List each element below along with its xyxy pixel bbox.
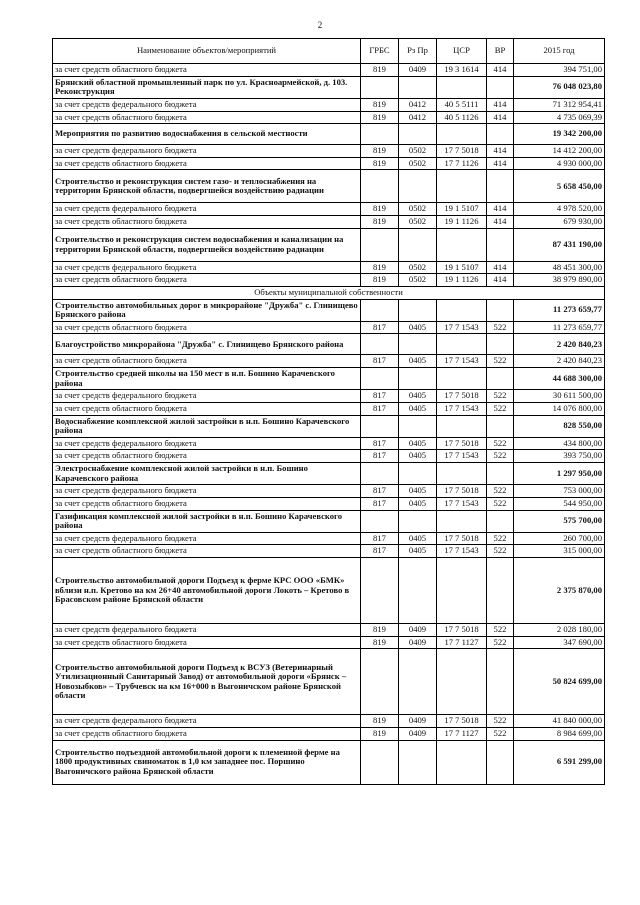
- cell-amount: 5 658 450,00: [514, 170, 605, 203]
- cell-grbs: [361, 510, 399, 532]
- cell-name: за счет средств областного бюджета: [53, 216, 361, 229]
- cell-amount: 41 840 000,00: [514, 715, 605, 728]
- cell-amount: 71 312 954,41: [514, 98, 605, 111]
- cell-vr: 522: [487, 390, 514, 403]
- cell-rzpr: 0502: [399, 261, 437, 274]
- cell-csr: [437, 558, 487, 624]
- cell-csr: 17 7 1543: [437, 402, 487, 415]
- cell-amount: 19 342 200,00: [514, 124, 605, 145]
- cell-name: за счет средств федерального бюджета: [53, 98, 361, 111]
- cell-rzpr: 0405: [399, 390, 437, 403]
- cell-rzpr: [399, 299, 437, 321]
- cell-rzpr: [399, 510, 437, 532]
- cell-csr: 17 7 1543: [437, 321, 487, 334]
- cell-grbs: 819: [361, 261, 399, 274]
- cell-name: Благоустройство микрорайона "Дружба" с. Глинищево Брянского района: [53, 334, 361, 355]
- cell-grbs: [361, 649, 399, 715]
- cell-rzpr: [399, 368, 437, 390]
- cell-amount: 14 412 200,00: [514, 145, 605, 158]
- cell-rzpr: [399, 124, 437, 145]
- cell-vr: [487, 368, 514, 390]
- cell-vr: [487, 76, 514, 98]
- cell-grbs: 819: [361, 203, 399, 216]
- cell-name: Строительство автомобильной дороги Подъезд к ВСУЗ (Ветеринарный Утилизационный Санитарный Завод) от автомобильной дороги «Брянск – Новозыбков» – Трубчевск на км 16+000 в Выгоничском районе Брянской области: [53, 649, 361, 715]
- cell-name: Газификация комплексной жилой застройки в н.п. Бошино Карачевского района: [53, 510, 361, 532]
- cell-amount: 76 048 023,80: [514, 76, 605, 98]
- cell-vr: [487, 558, 514, 624]
- cell-grbs: 817: [361, 485, 399, 498]
- cell-rzpr: [399, 463, 437, 485]
- cell-rzpr: 0412: [399, 111, 437, 124]
- cell-csr: 17 7 1126: [437, 157, 487, 170]
- cell-amount: 394 751,00: [514, 64, 605, 77]
- cell-grbs: [361, 299, 399, 321]
- page-number: 2: [317, 20, 323, 30]
- cell-grbs: 819: [361, 624, 399, 637]
- cell-grbs: 817: [361, 402, 399, 415]
- cell-rzpr: 0502: [399, 274, 437, 287]
- cell-rzpr: [399, 740, 437, 784]
- funding-row: [53, 355, 605, 368]
- cell-rzpr: [399, 228, 437, 261]
- cell-csr: [437, 368, 487, 390]
- cell-grbs: 819: [361, 216, 399, 229]
- cell-rzpr: 0409: [399, 64, 437, 77]
- section-title: Объекты муниципальной собственности: [53, 286, 605, 299]
- cell-csr: [437, 415, 487, 437]
- cell-vr: [487, 124, 514, 145]
- funding-row: [53, 216, 605, 229]
- cell-grbs: [361, 740, 399, 784]
- cell-amount: 11 273 659,77: [514, 299, 605, 321]
- cell-amount: 2 420 840,23: [514, 334, 605, 355]
- cell-amount: 753 000,00: [514, 485, 605, 498]
- cell-rzpr: 0405: [399, 545, 437, 558]
- cell-vr: 414: [487, 203, 514, 216]
- cell-grbs: 817: [361, 545, 399, 558]
- cell-rzpr: 0409: [399, 636, 437, 649]
- cell-name: Водоснабжение комплексной жилой застройки в н.п. Бошино Карачевского района: [53, 415, 361, 437]
- cell-name: за счет средств федерального бюджета: [53, 203, 361, 216]
- cell-grbs: 817: [361, 532, 399, 545]
- cell-rzpr: 0405: [399, 497, 437, 510]
- cell-vr: [487, 415, 514, 437]
- cell-grbs: 819: [361, 145, 399, 158]
- cell-name: Строительство средней школы на 150 мест в н.п. Бошино Карачевского района: [53, 368, 361, 390]
- cell-name: за счет средств областного бюджета: [53, 545, 361, 558]
- cell-csr: 19 1 5107: [437, 261, 487, 274]
- funding-row: [53, 402, 605, 415]
- cell-csr: 17 7 1543: [437, 450, 487, 463]
- cell-grbs: 817: [361, 497, 399, 510]
- cell-csr: 17 7 5018: [437, 437, 487, 450]
- cell-vr: 522: [487, 450, 514, 463]
- cell-vr: 414: [487, 98, 514, 111]
- cell-rzpr: 0405: [399, 450, 437, 463]
- cell-csr: [437, 740, 487, 784]
- cell-vr: 522: [487, 437, 514, 450]
- cell-amount: 544 950,00: [514, 497, 605, 510]
- cell-grbs: 817: [361, 355, 399, 368]
- cell-csr: 17 7 5018: [437, 390, 487, 403]
- cell-rzpr: [399, 76, 437, 98]
- object-row: [53, 170, 605, 203]
- cell-rzpr: 0409: [399, 715, 437, 728]
- cell-name: за счет средств федерального бюджета: [53, 390, 361, 403]
- cell-name: за счет средств областного бюджета: [53, 497, 361, 510]
- cell-name: Брянский областной промышленный парк по ул. Красноармейской, д. 103. Реконструкция: [53, 76, 361, 98]
- cell-grbs: [361, 228, 399, 261]
- cell-rzpr: 0405: [399, 402, 437, 415]
- cell-csr: 19 1 1126: [437, 274, 487, 287]
- cell-amount: 8 984 699,00: [514, 727, 605, 740]
- cell-grbs: 817: [361, 437, 399, 450]
- cell-amount: 50 824 699,00: [514, 649, 605, 715]
- cell-rzpr: [399, 334, 437, 355]
- cell-vr: 522: [487, 624, 514, 637]
- cell-vr: [487, 649, 514, 715]
- cell-amount: 1 297 950,00: [514, 463, 605, 485]
- budget-table: [52, 38, 605, 785]
- cell-vr: [487, 740, 514, 784]
- cell-amount: 4 735 069,39: [514, 111, 605, 124]
- cell-vr: 414: [487, 111, 514, 124]
- cell-name: за счет средств федерального бюджета: [53, 145, 361, 158]
- cell-rzpr: [399, 170, 437, 203]
- cell-csr: 17 7 1127: [437, 727, 487, 740]
- column-header-csr: ЦСР: [437, 39, 487, 64]
- cell-name: за счет средств областного бюджета: [53, 636, 361, 649]
- cell-name: за счет средств областного бюджета: [53, 274, 361, 287]
- object-row: [53, 228, 605, 261]
- cell-vr: 522: [487, 727, 514, 740]
- funding-row: [53, 485, 605, 498]
- cell-csr: [437, 124, 487, 145]
- cell-vr: 414: [487, 157, 514, 170]
- cell-vr: 522: [487, 545, 514, 558]
- cell-rzpr: 0502: [399, 203, 437, 216]
- funding-row: [53, 111, 605, 124]
- object-row: [53, 649, 605, 715]
- cell-rzpr: 0405: [399, 532, 437, 545]
- cell-name: за счет средств областного бюджета: [53, 402, 361, 415]
- cell-rzpr: [399, 649, 437, 715]
- cell-grbs: [361, 124, 399, 145]
- cell-rzpr: 0405: [399, 355, 437, 368]
- cell-name: Строительство подъездной автомобильной дороги к племенной ферме на 1800 продуктивных свиноматок в 1,0 км западнее пос. Поршино Выгоничского района Брянской области: [53, 740, 361, 784]
- cell-grbs: 817: [361, 321, 399, 334]
- cell-name: Мероприятия по развитию водоснабжения в сельской местности: [53, 124, 361, 145]
- table-header-row: [53, 39, 605, 64]
- cell-amount: 679 930,00: [514, 216, 605, 229]
- cell-name: за счет средств областного бюджета: [53, 64, 361, 77]
- cell-grbs: 817: [361, 390, 399, 403]
- cell-csr: 17 7 1543: [437, 545, 487, 558]
- cell-vr: 522: [487, 715, 514, 728]
- cell-grbs: [361, 76, 399, 98]
- funding-row: [53, 450, 605, 463]
- cell-csr: 19 1 5107: [437, 203, 487, 216]
- cell-rzpr: 0502: [399, 157, 437, 170]
- cell-vr: [487, 299, 514, 321]
- cell-vr: 522: [487, 402, 514, 415]
- cell-name: за счет средств федерального бюджета: [53, 261, 361, 274]
- cell-csr: [437, 510, 487, 532]
- cell-vr: 414: [487, 274, 514, 287]
- cell-grbs: [361, 170, 399, 203]
- table-body: [53, 64, 605, 785]
- cell-grbs: [361, 415, 399, 437]
- cell-grbs: [361, 368, 399, 390]
- object-row: [53, 299, 605, 321]
- cell-vr: 414: [487, 145, 514, 158]
- cell-grbs: 817: [361, 450, 399, 463]
- funding-row: [53, 274, 605, 287]
- object-row: [53, 415, 605, 437]
- cell-rzpr: 0502: [399, 216, 437, 229]
- cell-grbs: 819: [361, 727, 399, 740]
- cell-amount: 2 375 870,00: [514, 558, 605, 624]
- cell-vr: [487, 334, 514, 355]
- cell-csr: 19 3 1614: [437, 64, 487, 77]
- cell-vr: [487, 510, 514, 532]
- cell-amount: 48 451 300,00: [514, 261, 605, 274]
- cell-csr: 40 5 5111: [437, 98, 487, 111]
- funding-row: [53, 727, 605, 740]
- object-row: [53, 510, 605, 532]
- cell-amount: 4 978 520,00: [514, 203, 605, 216]
- cell-amount: 4 930 000,00: [514, 157, 605, 170]
- object-row: [53, 740, 605, 784]
- column-header-vr: ВР: [487, 39, 514, 64]
- cell-amount: 2 028 180,00: [514, 624, 605, 637]
- funding-row: [53, 145, 605, 158]
- column-header-name: Наименование объектов/мероприятий: [53, 39, 361, 64]
- cell-rzpr: 0502: [399, 145, 437, 158]
- cell-name: за счет средств федерального бюджета: [53, 624, 361, 637]
- cell-rzpr: 0412: [399, 98, 437, 111]
- funding-row: [53, 64, 605, 77]
- object-row: [53, 334, 605, 355]
- cell-grbs: 819: [361, 157, 399, 170]
- cell-vr: [487, 228, 514, 261]
- object-row: [53, 124, 605, 145]
- cell-amount: 434 800,00: [514, 437, 605, 450]
- cell-rzpr: 0405: [399, 321, 437, 334]
- column-header-year: 2015 год: [514, 39, 605, 64]
- funding-row: [53, 715, 605, 728]
- column-header-rzpr: Рз Пр: [399, 39, 437, 64]
- cell-vr: 522: [487, 636, 514, 649]
- funding-row: [53, 390, 605, 403]
- cell-csr: 17 7 5018: [437, 532, 487, 545]
- cell-vr: 522: [487, 497, 514, 510]
- cell-name: за счет средств областного бюджета: [53, 157, 361, 170]
- cell-name: за счет средств областного бюджета: [53, 450, 361, 463]
- funding-row: [53, 203, 605, 216]
- cell-grbs: [361, 463, 399, 485]
- section-row: [53, 286, 605, 299]
- cell-amount: 347 690,00: [514, 636, 605, 649]
- object-row: [53, 463, 605, 485]
- cell-vr: 414: [487, 216, 514, 229]
- cell-vr: 522: [487, 532, 514, 545]
- cell-rzpr: 0405: [399, 485, 437, 498]
- funding-row: [53, 497, 605, 510]
- cell-vr: [487, 463, 514, 485]
- cell-csr: [437, 228, 487, 261]
- cell-name: Строительство и реконструкция систем водоснабжения и канализации на территории Брянской области, подвергшейся воздействию радиации: [53, 228, 361, 261]
- cell-name: за счет средств федерального бюджета: [53, 532, 361, 545]
- cell-vr: 414: [487, 261, 514, 274]
- cell-csr: 17 7 5018: [437, 485, 487, 498]
- object-row: [53, 76, 605, 98]
- cell-grbs: 819: [361, 274, 399, 287]
- cell-csr: [437, 649, 487, 715]
- cell-csr: 17 7 1127: [437, 636, 487, 649]
- cell-csr: 40 5 1126: [437, 111, 487, 124]
- funding-row: [53, 98, 605, 111]
- cell-vr: 522: [487, 485, 514, 498]
- cell-name: за счет средств федерального бюджета: [53, 437, 361, 450]
- cell-csr: 17 7 5018: [437, 145, 487, 158]
- cell-csr: 17 7 1543: [437, 497, 487, 510]
- cell-rzpr: [399, 415, 437, 437]
- cell-amount: 2 420 840,23: [514, 355, 605, 368]
- cell-rzpr: [399, 558, 437, 624]
- cell-csr: 19 1 1126: [437, 216, 487, 229]
- funding-row: [53, 532, 605, 545]
- cell-vr: 414: [487, 64, 514, 77]
- cell-grbs: 819: [361, 715, 399, 728]
- cell-grbs: 819: [361, 98, 399, 111]
- cell-amount: 575 700,00: [514, 510, 605, 532]
- cell-name: за счет средств федерального бюджета: [53, 715, 361, 728]
- funding-row: [53, 157, 605, 170]
- cell-amount: 260 700,00: [514, 532, 605, 545]
- funding-row: [53, 437, 605, 450]
- cell-name: Строительство автомобильных дорог в микрорайоне "Дружба" с. Глинищево Брянского района: [53, 299, 361, 321]
- funding-row: [53, 545, 605, 558]
- cell-rzpr: 0409: [399, 727, 437, 740]
- cell-vr: 522: [487, 321, 514, 334]
- cell-rzpr: 0409: [399, 624, 437, 637]
- cell-grbs: [361, 558, 399, 624]
- cell-csr: [437, 463, 487, 485]
- cell-grbs: [361, 334, 399, 355]
- cell-csr: 17 7 5018: [437, 624, 487, 637]
- cell-amount: 38 979 890,00: [514, 274, 605, 287]
- cell-vr: 522: [487, 355, 514, 368]
- cell-amount: 315 000,00: [514, 545, 605, 558]
- cell-amount: 828 550,00: [514, 415, 605, 437]
- cell-name: за счет средств областного бюджета: [53, 321, 361, 334]
- cell-csr: 17 7 1543: [437, 355, 487, 368]
- cell-grbs: 819: [361, 636, 399, 649]
- cell-name: Электроснабжение комплексной жилой застройки в н.п. Бошино Карачевского района: [53, 463, 361, 485]
- object-row: [53, 558, 605, 624]
- cell-name: Строительство автомобильной дороги Подъезд к ферме КРС ООО «БМК» вблизи н.п. Кретово на км 26+40 автомобильной дороги Локоть – Кретово в Брасовском районе Брянской области: [53, 558, 361, 624]
- column-header-grbs: ГРБС: [361, 39, 399, 64]
- cell-csr: [437, 170, 487, 203]
- cell-amount: 6 591 299,00: [514, 740, 605, 784]
- cell-csr: 17 7 5018: [437, 715, 487, 728]
- cell-grbs: 819: [361, 111, 399, 124]
- cell-amount: 44 688 300,00: [514, 368, 605, 390]
- cell-name: за счет средств областного бюджета: [53, 727, 361, 740]
- cell-grbs: 819: [361, 64, 399, 77]
- cell-name: Строительство и реконструкция систем газо- и теплоснабжения на территории Брянской области, подвергшейся воздействию радиации: [53, 170, 361, 203]
- cell-csr: [437, 299, 487, 321]
- cell-name: за счет средств областного бюджета: [53, 355, 361, 368]
- cell-amount: 87 431 190,00: [514, 228, 605, 261]
- cell-name: за счет средств федерального бюджета: [53, 485, 361, 498]
- object-row: [53, 368, 605, 390]
- cell-rzpr: 0405: [399, 437, 437, 450]
- funding-row: [53, 636, 605, 649]
- funding-row: [53, 261, 605, 274]
- cell-name: за счет средств областного бюджета: [53, 111, 361, 124]
- funding-row: [53, 624, 605, 637]
- funding-row: [53, 321, 605, 334]
- cell-amount: 11 273 659,77: [514, 321, 605, 334]
- cell-amount: 30 611 500,00: [514, 390, 605, 403]
- cell-amount: 393 750,00: [514, 450, 605, 463]
- cell-csr: [437, 76, 487, 98]
- cell-amount: 14 076 800,00: [514, 402, 605, 415]
- cell-csr: [437, 334, 487, 355]
- cell-vr: [487, 170, 514, 203]
